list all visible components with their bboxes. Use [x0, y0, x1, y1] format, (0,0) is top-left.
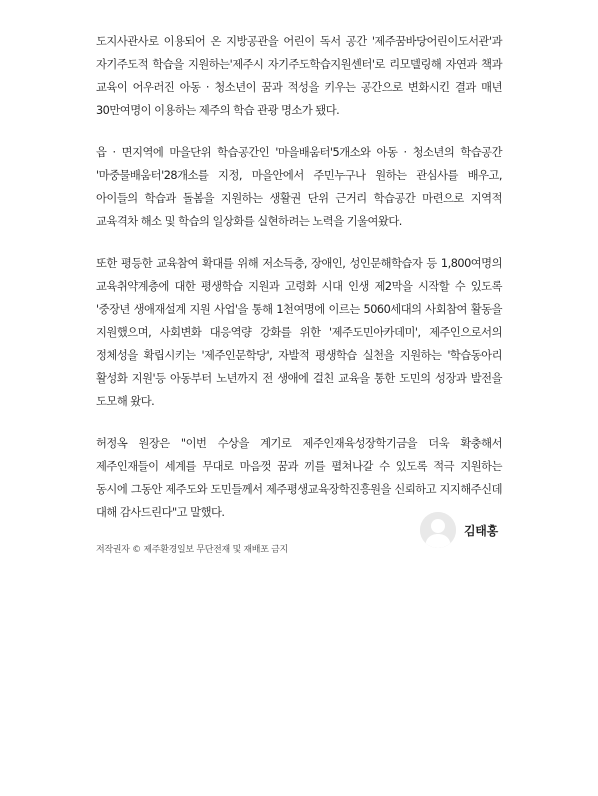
user-avatar-icon: [420, 512, 456, 548]
reporter-name[interactable]: 김태홍: [464, 523, 498, 538]
article-body: [96, 30, 502, 557]
article-paragraph-1: 도지사관사로 이용되어 온 지방공관을 어린이 독서 공간 '제주꿈바당어린이도서관'과 자기주도적 학습을 지원하는'제주시 자기주도학습지원센터'로 리모델링해 자연과 책과 교육이 어우러진 아동 · 청소년이 꿈과 적성을 키우는 공간으로 변화시킨 결과 매년 30만여명이 이용하는 제주의 학습 관광 명소가 됐다.: [96, 35, 502, 117]
article-paragraph-2: 읍 · 면지역에 마을단위 학습공간인 '마을배움터'5개소와 아동 · 청소년의 학습공간 '마중물배움터'28개소를 지정, 마을안에서 주민누구나 원하는 관심사를 배우고, 아이들의 학습과 돌봄을 지원하는 생활권 단위 근거리 학습공간 마련으로 지역적 교육격차 해소 및 학습의 일상화를 실현하려는 노력을 기울여왔다.: [96, 146, 502, 228]
copyright-notice: 저작권자 © 제주환경일보 무단전재 및 재배포 금지: [96, 545, 288, 555]
article-paragraph-4: 허정옥 원장은 "이번 수상을 계기로 제주인재육성장학기금을 더욱 확충해서 제주인재들이 세계를 무대로 마음껏 꿈과 끼를 펼쳐나갈 수 있도록 적극 지원하는 동시에 그동안 제주도와 도민들께서 제주평생교육장학진흥원을 신뢰하고 지지해주신데 대해 감사드린다"고 말했다.: [96, 437, 502, 519]
reporter-byline[interactable]: [420, 512, 498, 548]
article-paragraph-3: 또한 평등한 교육참여 확대를 위해 저소득층, 장애인, 성인문해학습자 등 1,800여명의 교육취약계층에 대한 평생학습 지원과 고령화 시대 인생 제2막을 시작할 수 있도록 '중장년 생애재설계 지원 사업'을 통해 1천여명에 이르는 5060세대의 사회참여 활동을 지원했으며, 사회변화 대응역량 강화를 위한 '제주도민아카데미', 제주인으로서의 정체성을 확립시키는 '제주인문학당', 자발적 평생학습 실천을 지원하는 '학습동아리 활성화 지원'등 아동부터 노년까지 전 생애에 걸친 교육을 통한 도민의 성장과 발전을 도모해 왔다.: [96, 257, 502, 408]
